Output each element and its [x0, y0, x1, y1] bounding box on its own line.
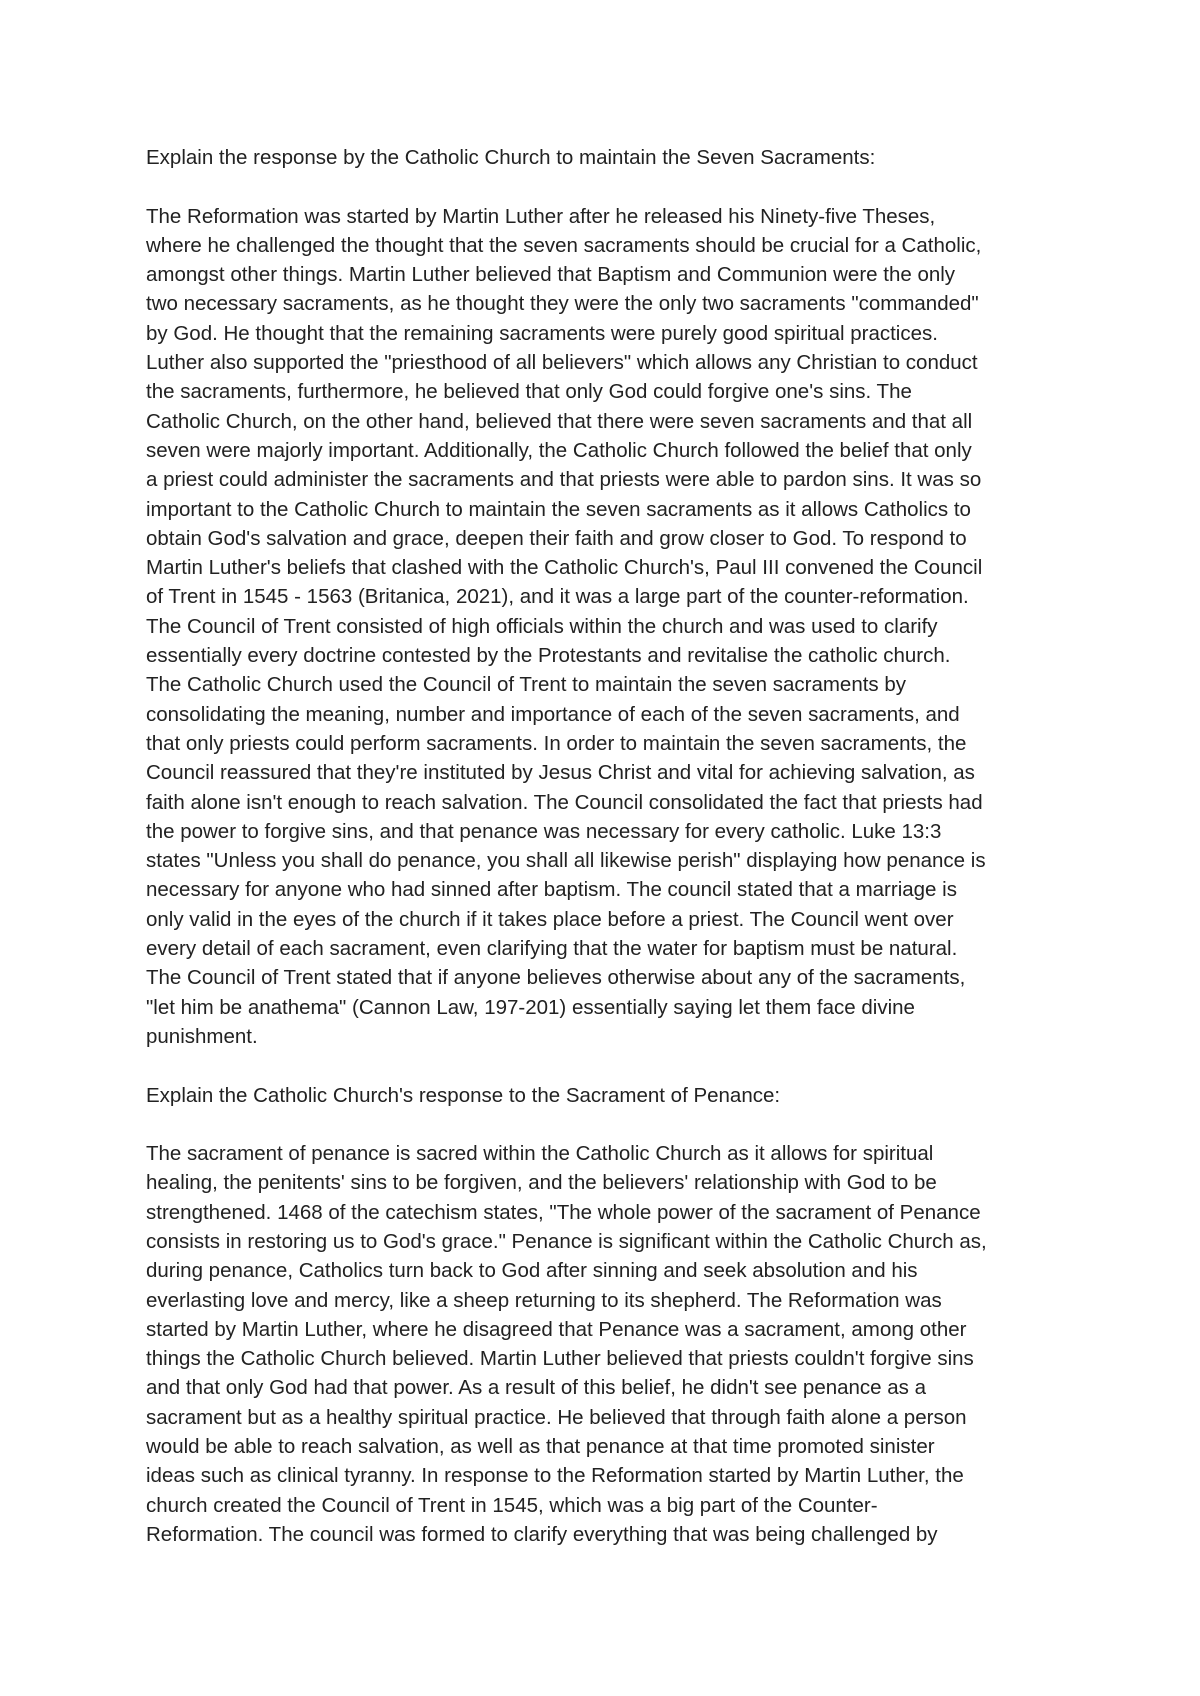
paragraph-penance — [146, 1139, 1146, 1549]
text-line: Reformation. The council was formed to clarify everything that was being challenged by — [146, 1522, 938, 1546]
section-heading: Explain the response by the Catholic Church to maintain the Seven Sacraments: — [146, 146, 876, 169]
text-line: The Council of Trent consisted of high officials within the church and was used to clarify — [146, 614, 938, 638]
paragraph-sacraments — [146, 202, 1146, 1052]
text-line: consists in restoring us to God's grace." Penance is significant within the Catholic Church as, — [146, 1229, 987, 1253]
text-line: two necessary sacraments, as he thought they were the only two sacraments "commanded" — [146, 292, 979, 316]
text-line: healing, the penitents' sins to be forgiven, and the believers' relationship with God to be — [146, 1171, 937, 1195]
text-line: by God. He thought that the remaining sacraments were purely good spiritual practices. — [146, 321, 938, 345]
text-line: obtain God's salvation and grace, deepen their faith and grow closer to God. To respond to — [146, 526, 967, 550]
text-line: of Trent in 1545 - 1563 (Britanica, 2021), and it was a large part of the counter-reformation. — [146, 585, 969, 609]
paragraph-spacer — [146, 172, 1146, 201]
text-line: and that only God had that power. As a result of this belief, he didn't see penance as a — [146, 1376, 927, 1400]
text-line: started by Martin Luther, where he disagreed that Penance was a sacrament, among other — [146, 1317, 967, 1341]
text-line: The Reformation was started by Martin Luther after he released his Ninety-five Theses, — [146, 204, 936, 228]
text-line: the sacraments, furthermore, he believed that only God could forgive one's sins. The — [146, 380, 912, 404]
text-line: essentially every doctrine contested by the Protestants and revitalise the catholic church. — [146, 644, 951, 668]
text-line: Council reassured that they're instituted by Jesus Christ and vital for achieving salvation, as — [146, 761, 975, 785]
text-line: church created the Council of Trent in 1545, which was a big part of the Counter- — [146, 1493, 878, 1517]
text-line: The Catholic Church used the Council of Trent to maintain the seven sacraments by — [146, 673, 907, 697]
text-line: Luther also supported the "priesthood of all believers" which allows any Christian to conduct — [146, 351, 978, 375]
document-body — [146, 143, 1146, 1549]
text-line: amongst other things. Martin Luther believed that Baptism and Communion were the only — [146, 263, 956, 287]
text-line: ideas such as clinical tyranny. In response to the Reformation started by Martin Luther, the — [146, 1464, 964, 1488]
text-line: necessary for anyone who had sinned after baptism. The council stated that a marriage is — [146, 878, 957, 902]
text-line: that only priests could perform sacraments. In order to maintain the seven sacraments, the — [146, 731, 967, 755]
text-line: where he challenged the thought that the seven sacraments should be crucial for a Catholic, — [146, 233, 982, 257]
text-line: The sacrament of penance is sacred within the Catholic Church as it allows for spiritual — [146, 1142, 934, 1166]
text-line: sacrament but as a healthy spiritual practice. He believed that through faith alone a person — [146, 1405, 967, 1429]
paragraph-spacer — [146, 1110, 1146, 1139]
text-line: consolidating the meaning, number and importance of each of the seven sacraments, and — [146, 702, 960, 726]
paragraph-spacer — [146, 1051, 1146, 1080]
text-line: every detail of each sacrament, even clarifying that the water for baptism must be natural. — [146, 937, 958, 961]
text-line: The Council of Trent stated that if anyone believes otherwise about any of the sacraments, — [146, 966, 966, 990]
text-line: a priest could administer the sacraments and that priests were able to pardon sins. It was so — [146, 468, 982, 492]
text-line: strengthened. 1468 of the catechism states, "The whole power of the sacrament of Penance — [146, 1200, 981, 1224]
text-line: seven were majorly important. Additionally, the Catholic Church followed the belief that only — [146, 438, 972, 462]
text-line: everlasting love and mercy, like a sheep returning to its shepherd. The Reformation was — [146, 1288, 942, 1312]
text-line: only valid in the eyes of the church if it takes place before a priest. The Council went over — [146, 907, 954, 931]
text-line: faith alone isn't enough to reach salvation. The Council consolidated the fact that priests had — [146, 790, 983, 814]
section-heading: Explain the Catholic Church's response to the Sacrament of Penance: — [146, 1083, 781, 1107]
text-line: Martin Luther's beliefs that clashed with the Catholic Church's, Paul III convened the Council — [146, 556, 983, 580]
text-line: would be able to reach salvation, as well as that penance at that time promoted sinister — [146, 1435, 935, 1459]
text-line: things the Catholic Church believed. Martin Luther believed that priests couldn't forgive sins — [146, 1347, 974, 1371]
text-line: "let him be anathema" (Cannon Law, 197-201) essentially saying let them face divine — [146, 995, 915, 1019]
text-line: punishment. — [146, 1024, 258, 1048]
text-line: the power to forgive sins, and that penance was necessary for every catholic. Luke 13:3 — [146, 819, 942, 843]
text-line: states "Unless you shall do penance, you shall all likewise perish" displaying how penance is — [146, 849, 986, 873]
text-line: Catholic Church, on the other hand, believed that there were seven sacraments and that all — [146, 409, 973, 433]
text-line: important to the Catholic Church to maintain the seven sacraments as it allows Catholics to — [146, 497, 971, 521]
text-line: during penance, Catholics turn back to God after sinning and seek absolution and his — [146, 1259, 918, 1283]
